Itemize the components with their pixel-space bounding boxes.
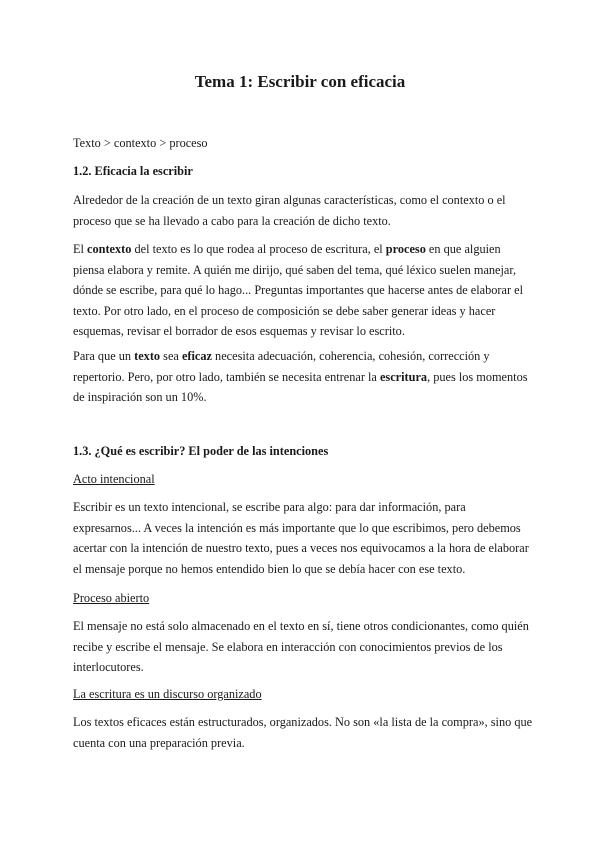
paragraph-text: en que alguien piensa elabora y remite. A quién me dirijo, qué saben del tema, qué léxico suelen manejar, dónde se escribe, para qué lo hago... Preguntas importantes que hacerse antes de elaborar el texto. Por otro lado, en el proceso de composición se debe saber generar ideas y hacer esquemas, revisar el borrador de esos esquemas y revisar lo escrito. [73,242,524,338]
paragraph-proceso-abierto [73,616,533,678]
breadcrumb-text: Texto > contexto > proceso [73,136,208,150]
paragraph-text: El [73,242,88,256]
paragraph-discurso-organizado [73,712,533,753]
subheading-proceso-abierto: Proceso abierto [73,591,150,605]
paragraph-text: sea [160,349,182,363]
paragraph-acto-intencional [73,497,533,579]
paragraph-eficacia-intro [73,190,533,231]
paragraph-text: Los textos eficaces están estructurados, organizados. No son «la lista de la compra», sino que cuenta con una preparación previa. [73,715,533,750]
paragraph-text: necesita adecuación, coherencia, cohesión, corrección y repertorio. Pero, por otro lado, también se necesita entrenar la [73,349,490,384]
bold-term-eficaz: eficaz [181,349,212,363]
paragraph-text: del texto es lo que rodea al proceso de escritura, el [131,242,386,256]
section-heading-1-2: 1.2. Eficacia la escribir [73,164,193,178]
paragraph-contexto [73,239,533,342]
page-title: Tema 1: Escribir con eficacia [194,72,406,91]
bold-term-escritura: escritura [379,369,428,384]
paragraph-text: Alrededor de la creación de un texto giran algunas características, como el contexto o el proceso que se ha llevado a cabo para la creación de dicho texto. [73,193,506,228]
paragraph-text: El mensaje no está solo almacenado en el texto en sí, tiene otros condicionantes, como quién recibe y escribe el mensaje. Se elabora en interacción con conocimientos previos de los interlocutores. [73,619,529,674]
paragraph-text: Para que un [73,349,135,363]
bold-term-proceso: proceso [385,242,426,256]
subheading-acto-intencional: Acto intencional [73,472,155,486]
bold-term-texto: texto [134,349,161,363]
bold-term-contexto: contexto [87,242,132,256]
section-heading-1-3: 1.3. ¿Qué es escribir? El poder de las intenciones [73,444,329,458]
paragraph-text: Escribir es un texto intencional, se escribe para algo: para dar información, para expresarnos... A veces la intención es más importante que lo que escribimos, pero debemos acertar con la intención de nuestro texto, pues a veces nos equivocamos a la hora de elaborar el mensaje porque no hemos entendido bien lo que se debía hacer con ese texto. [73,500,529,576]
paragraph-texto-eficaz [73,346,533,408]
paragraph-text: , pues los momentos de inspiración son un 10%. [73,369,528,404]
subheading-discurso-organizado: La escritura es un discurso organizado [73,687,262,701]
